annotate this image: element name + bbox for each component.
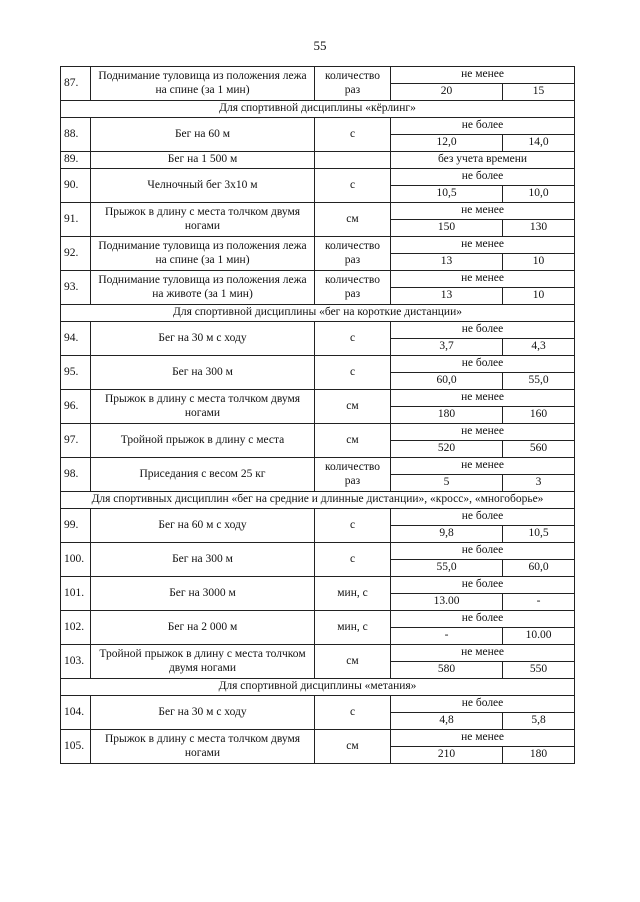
table-row <box>61 271 575 288</box>
section-title: Для спортивной дисциплины «кёрлинг» <box>61 101 575 118</box>
row-number: 96. <box>61 390 91 424</box>
value-male: 60,0 <box>391 373 503 390</box>
row-number: 97. <box>61 424 91 458</box>
table-row <box>61 645 575 662</box>
exercise-name: Бег на 60 м <box>91 118 315 152</box>
row-number: 98. <box>61 458 91 492</box>
row-number: 99. <box>61 509 91 543</box>
row-number: 103. <box>61 645 91 679</box>
table-row <box>61 611 575 628</box>
condition-cell: не более <box>391 169 575 186</box>
table-row <box>61 237 575 254</box>
value-female: 560 <box>503 441 575 458</box>
value-female: 160 <box>503 407 575 424</box>
value-female: 10 <box>503 254 575 271</box>
table-row <box>61 509 575 526</box>
value-female: 10 <box>503 288 575 305</box>
value-male: 3,7 <box>391 339 503 356</box>
exercise-name: Прыжок в длину с места толчком двумя ногами <box>91 730 315 764</box>
exercise-name: Бег на 30 м с ходу <box>91 322 315 356</box>
row-number: 88. <box>61 118 91 152</box>
table-row <box>61 118 575 135</box>
exercise-name: Бег на 30 м с ходу <box>91 696 315 730</box>
unit-cell <box>315 152 391 169</box>
value-male: 12,0 <box>391 135 503 152</box>
value-female: 60,0 <box>503 560 575 577</box>
condition-cell: не более <box>391 543 575 560</box>
value-male: 13 <box>391 288 503 305</box>
row-number: 102. <box>61 611 91 645</box>
row-number: 100. <box>61 543 91 577</box>
condition-cell: не менее <box>391 424 575 441</box>
value-male: 9,8 <box>391 526 503 543</box>
value-female: - <box>503 594 575 611</box>
condition-cell: не менее <box>391 237 575 254</box>
value-male: 580 <box>391 662 503 679</box>
value-female: 10.00 <box>503 628 575 645</box>
table-row <box>61 67 575 84</box>
condition-cell: не менее <box>391 203 575 220</box>
exercise-name: Тройной прыжок в длину с места толчком двумя ногами <box>91 645 315 679</box>
row-number: 104. <box>61 696 91 730</box>
norm-text: без учета времени <box>391 152 575 169</box>
unit-cell: см <box>315 730 391 764</box>
exercise-name: Бег на 300 м <box>91 356 315 390</box>
exercise-name: Поднимание туловища из положения лежа на спине (за 1 мин) <box>91 237 315 271</box>
section-row <box>61 679 575 696</box>
unit-cell: с <box>315 322 391 356</box>
condition-cell: не менее <box>391 458 575 475</box>
row-number: 91. <box>61 203 91 237</box>
unit-cell: мин, с <box>315 577 391 611</box>
unit-cell: количество раз <box>315 67 391 101</box>
unit-cell: количество раз <box>315 458 391 492</box>
row-number: 87. <box>61 67 91 101</box>
exercise-name: Бег на 300 м <box>91 543 315 577</box>
value-female: 180 <box>503 747 575 764</box>
condition-cell: не менее <box>391 67 575 84</box>
unit-cell: с <box>315 356 391 390</box>
exercise-name: Приседания с весом 25 кг <box>91 458 315 492</box>
condition-cell: не менее <box>391 271 575 288</box>
row-number: 93. <box>61 271 91 305</box>
value-male: 13.00 <box>391 594 503 611</box>
value-female: 15 <box>503 84 575 101</box>
exercise-name: Бег на 3000 м <box>91 577 315 611</box>
value-female: 10,0 <box>503 186 575 203</box>
value-male: - <box>391 628 503 645</box>
unit-cell: см <box>315 645 391 679</box>
norms-table <box>60 66 575 764</box>
value-female: 4,3 <box>503 339 575 356</box>
unit-cell: количество раз <box>315 237 391 271</box>
table-row <box>61 390 575 407</box>
value-male: 210 <box>391 747 503 764</box>
unit-cell: с <box>315 509 391 543</box>
table-row <box>61 696 575 713</box>
condition-cell: не более <box>391 577 575 594</box>
condition-cell: не менее <box>391 390 575 407</box>
exercise-name: Поднимание туловища из положения лежа на спине (за 1 мин) <box>91 67 315 101</box>
value-male: 180 <box>391 407 503 424</box>
section-title: Для спортивной дисциплины «метания» <box>61 679 575 696</box>
section-title: Для спортивных дисциплин «бег на средние и длинные дистанции», «кросс», «многоборье» <box>61 492 575 509</box>
table-row <box>61 543 575 560</box>
condition-cell: не менее <box>391 730 575 747</box>
unit-cell: с <box>315 696 391 730</box>
unit-cell: см <box>315 203 391 237</box>
value-male: 5 <box>391 475 503 492</box>
table-row <box>61 152 575 169</box>
value-male: 4,8 <box>391 713 503 730</box>
value-male: 520 <box>391 441 503 458</box>
section-row <box>61 101 575 118</box>
exercise-name: Прыжок в длину с места толчком двумя ногами <box>91 390 315 424</box>
section-row <box>61 305 575 322</box>
table-row <box>61 424 575 441</box>
value-female: 10,5 <box>503 526 575 543</box>
row-number: 90. <box>61 169 91 203</box>
unit-cell: мин, с <box>315 611 391 645</box>
value-male: 13 <box>391 254 503 271</box>
value-female: 550 <box>503 662 575 679</box>
row-number: 94. <box>61 322 91 356</box>
row-number: 101. <box>61 577 91 611</box>
table-row <box>61 322 575 339</box>
condition-cell: не более <box>391 611 575 628</box>
unit-cell: количество раз <box>315 271 391 305</box>
value-male: 20 <box>391 84 503 101</box>
table-row <box>61 169 575 186</box>
value-male: 150 <box>391 220 503 237</box>
value-male: 55,0 <box>391 560 503 577</box>
value-female: 5,8 <box>503 713 575 730</box>
table-row <box>61 730 575 747</box>
exercise-name: Бег на 1 500 м <box>91 152 315 169</box>
table-row <box>61 356 575 373</box>
exercise-name: Челночный бег 3х10 м <box>91 169 315 203</box>
condition-cell: не более <box>391 118 575 135</box>
table-row <box>61 577 575 594</box>
page-number: 55 <box>313 38 327 53</box>
condition-cell: не более <box>391 356 575 373</box>
value-female: 14,0 <box>503 135 575 152</box>
row-number: 95. <box>61 356 91 390</box>
condition-cell: не более <box>391 322 575 339</box>
table-row <box>61 458 575 475</box>
exercise-name: Бег на 60 м с ходу <box>91 509 315 543</box>
value-male: 10,5 <box>391 186 503 203</box>
unit-cell: см <box>315 424 391 458</box>
exercise-name: Поднимание туловища из положения лежа на животе (за 1 мин) <box>91 271 315 305</box>
section-row <box>61 492 575 509</box>
table-row <box>61 203 575 220</box>
exercise-name: Прыжок в длину с места толчком двумя ногами <box>91 203 315 237</box>
exercise-name: Бег на 2 000 м <box>91 611 315 645</box>
unit-cell: с <box>315 118 391 152</box>
row-number: 105. <box>61 730 91 764</box>
condition-cell: не менее <box>391 645 575 662</box>
unit-cell: с <box>315 543 391 577</box>
value-female: 3 <box>503 475 575 492</box>
value-female: 130 <box>503 220 575 237</box>
unit-cell: см <box>315 390 391 424</box>
exercise-name: Тройной прыжок в длину с места <box>91 424 315 458</box>
condition-cell: не более <box>391 696 575 713</box>
value-female: 55,0 <box>503 373 575 390</box>
condition-cell: не более <box>391 509 575 526</box>
section-title: Для спортивной дисциплины «бег на короткие дистанции» <box>61 305 575 322</box>
unit-cell: с <box>315 169 391 203</box>
row-number: 89. <box>61 152 91 169</box>
row-number: 92. <box>61 237 91 271</box>
